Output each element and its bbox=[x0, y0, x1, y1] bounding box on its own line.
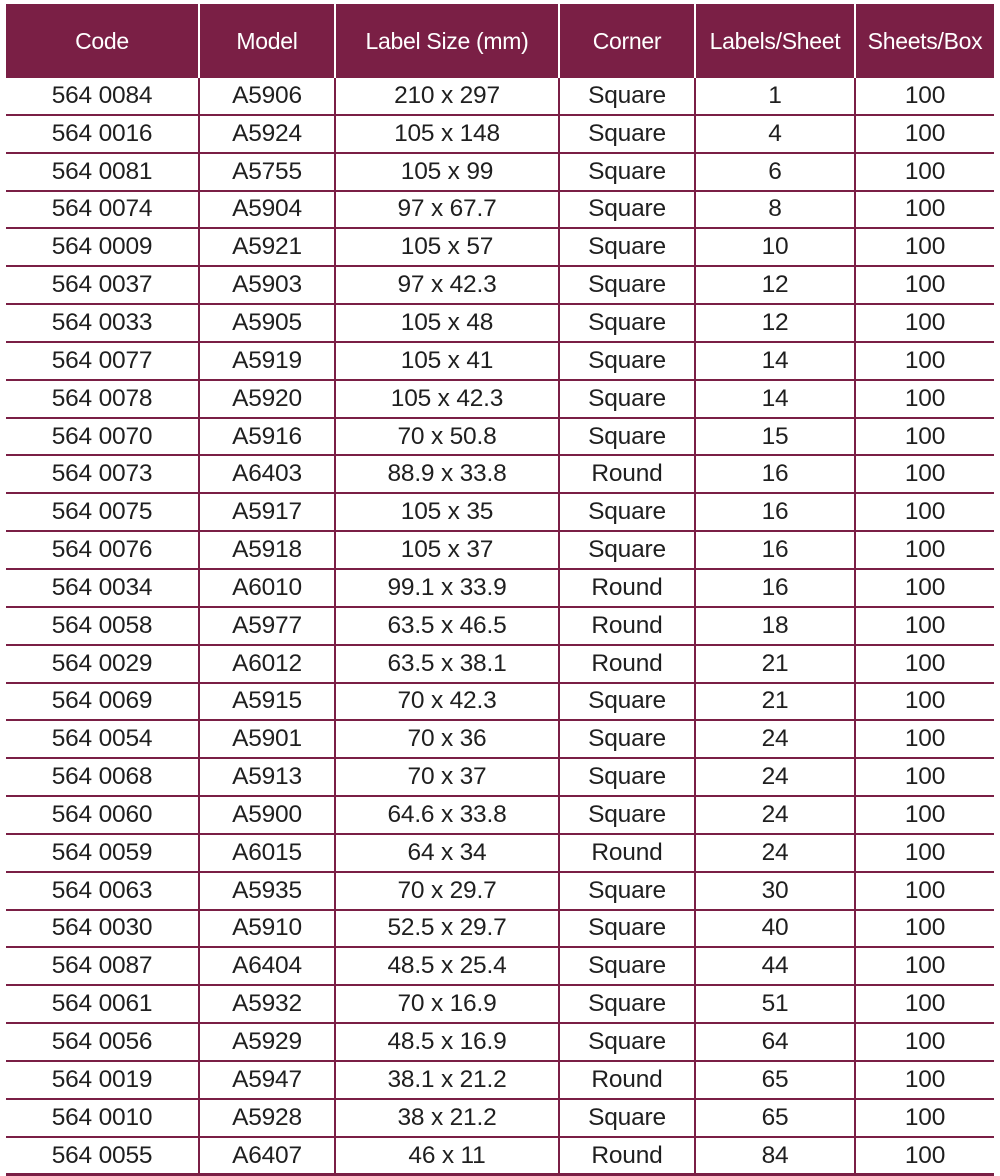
cell-model: A5906 bbox=[199, 78, 335, 115]
table-row bbox=[6, 493, 994, 531]
cell-code: 564 0073 bbox=[6, 455, 199, 493]
cell-corner: Square bbox=[559, 720, 695, 758]
cell-labels-per-sheet: 84 bbox=[695, 1137, 855, 1175]
cell-label-size: 97 x 67.7 bbox=[335, 191, 559, 229]
cell-model: A6404 bbox=[199, 947, 335, 985]
cell-labels-per-sheet: 12 bbox=[695, 304, 855, 342]
table-row bbox=[6, 1137, 994, 1175]
table-row bbox=[6, 1023, 994, 1061]
cell-corner: Round bbox=[559, 607, 695, 645]
cell-label-size: 70 x 29.7 bbox=[335, 872, 559, 910]
cell-code: 564 0037 bbox=[6, 266, 199, 304]
cell-corner: Square bbox=[559, 191, 695, 229]
header-corner: Corner bbox=[559, 4, 695, 78]
cell-model: A5935 bbox=[199, 872, 335, 910]
cell-label-size: 105 x 57 bbox=[335, 228, 559, 266]
cell-labels-per-sheet: 8 bbox=[695, 191, 855, 229]
cell-sheets-per-box: 100 bbox=[855, 1061, 994, 1099]
cell-corner: Square bbox=[559, 1023, 695, 1061]
cell-corner: Round bbox=[559, 1061, 695, 1099]
cell-labels-per-sheet: 44 bbox=[695, 947, 855, 985]
cell-sheets-per-box: 100 bbox=[855, 228, 994, 266]
cell-corner: Square bbox=[559, 493, 695, 531]
table-row bbox=[6, 985, 994, 1023]
cell-corner: Square bbox=[559, 531, 695, 569]
cell-label-size: 52.5 x 29.7 bbox=[335, 910, 559, 948]
cell-labels-per-sheet: 16 bbox=[695, 569, 855, 607]
cell-model: A5932 bbox=[199, 985, 335, 1023]
cell-label-size: 105 x 41 bbox=[335, 342, 559, 380]
table-header bbox=[6, 4, 994, 78]
cell-label-size: 63.5 x 46.5 bbox=[335, 607, 559, 645]
cell-label-size: 99.1 x 33.9 bbox=[335, 569, 559, 607]
cell-sheets-per-box: 100 bbox=[855, 1137, 994, 1175]
cell-sheets-per-box: 100 bbox=[855, 910, 994, 948]
table-row bbox=[6, 947, 994, 985]
table-body bbox=[6, 78, 994, 1175]
cell-model: A5921 bbox=[199, 228, 335, 266]
cell-corner: Round bbox=[559, 834, 695, 872]
cell-code: 564 0009 bbox=[6, 228, 199, 266]
cell-label-size: 105 x 42.3 bbox=[335, 380, 559, 418]
cell-label-size: 70 x 16.9 bbox=[335, 985, 559, 1023]
cell-label-size: 105 x 35 bbox=[335, 493, 559, 531]
cell-sheets-per-box: 100 bbox=[855, 569, 994, 607]
cell-sheets-per-box: 100 bbox=[855, 78, 994, 115]
cell-model: A5903 bbox=[199, 266, 335, 304]
cell-corner: Square bbox=[559, 266, 695, 304]
table-row bbox=[6, 380, 994, 418]
cell-model: A5913 bbox=[199, 758, 335, 796]
cell-code: 564 0061 bbox=[6, 985, 199, 1023]
cell-code: 564 0016 bbox=[6, 115, 199, 153]
cell-corner: Square bbox=[559, 380, 695, 418]
cell-code: 564 0068 bbox=[6, 758, 199, 796]
cell-code: 564 0076 bbox=[6, 531, 199, 569]
cell-corner: Square bbox=[559, 342, 695, 380]
cell-sheets-per-box: 100 bbox=[855, 872, 994, 910]
cell-labels-per-sheet: 21 bbox=[695, 683, 855, 721]
cell-label-size: 70 x 50.8 bbox=[335, 418, 559, 456]
cell-code: 564 0029 bbox=[6, 645, 199, 683]
cell-labels-per-sheet: 30 bbox=[695, 872, 855, 910]
cell-sheets-per-box: 100 bbox=[855, 758, 994, 796]
cell-labels-per-sheet: 6 bbox=[695, 153, 855, 191]
cell-code: 564 0060 bbox=[6, 796, 199, 834]
table-row bbox=[6, 645, 994, 683]
cell-labels-per-sheet: 10 bbox=[695, 228, 855, 266]
cell-model: A5905 bbox=[199, 304, 335, 342]
cell-sheets-per-box: 100 bbox=[855, 531, 994, 569]
cell-corner: Square bbox=[559, 985, 695, 1023]
cell-sheets-per-box: 100 bbox=[855, 645, 994, 683]
cell-model: A5920 bbox=[199, 380, 335, 418]
cell-model: A5900 bbox=[199, 796, 335, 834]
cell-code: 564 0056 bbox=[6, 1023, 199, 1061]
cell-label-size: 70 x 36 bbox=[335, 720, 559, 758]
cell-labels-per-sheet: 4 bbox=[695, 115, 855, 153]
cell-label-size: 105 x 99 bbox=[335, 153, 559, 191]
header-code: Code bbox=[6, 4, 199, 78]
table-row bbox=[6, 191, 994, 229]
cell-code: 564 0019 bbox=[6, 1061, 199, 1099]
cell-labels-per-sheet: 24 bbox=[695, 720, 855, 758]
cell-label-size: 70 x 42.3 bbox=[335, 683, 559, 721]
cell-labels-per-sheet: 16 bbox=[695, 455, 855, 493]
cell-labels-per-sheet: 14 bbox=[695, 380, 855, 418]
cell-model: A5929 bbox=[199, 1023, 335, 1061]
cell-sheets-per-box: 100 bbox=[855, 418, 994, 456]
cell-labels-per-sheet: 24 bbox=[695, 834, 855, 872]
header-label-size: Label Size (mm) bbox=[335, 4, 559, 78]
cell-model: A6012 bbox=[199, 645, 335, 683]
header-model: Model bbox=[199, 4, 335, 78]
table-row bbox=[6, 304, 994, 342]
table-row bbox=[6, 910, 994, 948]
cell-code: 564 0077 bbox=[6, 342, 199, 380]
cell-sheets-per-box: 100 bbox=[855, 834, 994, 872]
cell-sheets-per-box: 100 bbox=[855, 266, 994, 304]
cell-model: A5919 bbox=[199, 342, 335, 380]
cell-model: A5904 bbox=[199, 191, 335, 229]
cell-code: 564 0010 bbox=[6, 1099, 199, 1137]
cell-labels-per-sheet: 51 bbox=[695, 985, 855, 1023]
cell-corner: Round bbox=[559, 569, 695, 607]
cell-label-size: 64.6 x 33.8 bbox=[335, 796, 559, 834]
cell-sheets-per-box: 100 bbox=[855, 493, 994, 531]
cell-labels-per-sheet: 24 bbox=[695, 796, 855, 834]
cell-corner: Round bbox=[559, 645, 695, 683]
cell-labels-per-sheet: 12 bbox=[695, 266, 855, 304]
cell-code: 564 0033 bbox=[6, 304, 199, 342]
cell-code: 564 0063 bbox=[6, 872, 199, 910]
cell-code: 564 0058 bbox=[6, 607, 199, 645]
cell-sheets-per-box: 100 bbox=[855, 1023, 994, 1061]
cell-model: A6403 bbox=[199, 455, 335, 493]
cell-corner: Square bbox=[559, 153, 695, 191]
cell-model: A6010 bbox=[199, 569, 335, 607]
cell-model: A5755 bbox=[199, 153, 335, 191]
cell-labels-per-sheet: 65 bbox=[695, 1099, 855, 1137]
header-row bbox=[6, 4, 994, 78]
table-row bbox=[6, 607, 994, 645]
cell-corner: Square bbox=[559, 758, 695, 796]
cell-corner: Square bbox=[559, 910, 695, 948]
cell-model: A5928 bbox=[199, 1099, 335, 1137]
cell-labels-per-sheet: 40 bbox=[695, 910, 855, 948]
cell-label-size: 46 x 11 bbox=[335, 1137, 559, 1175]
cell-code: 564 0055 bbox=[6, 1137, 199, 1175]
cell-model: A5924 bbox=[199, 115, 335, 153]
table-row bbox=[6, 78, 994, 115]
cell-label-size: 210 x 297 bbox=[335, 78, 559, 115]
table-row bbox=[6, 418, 994, 456]
cell-label-size: 105 x 37 bbox=[335, 531, 559, 569]
cell-code: 564 0069 bbox=[6, 683, 199, 721]
cell-corner: Round bbox=[559, 455, 695, 493]
cell-code: 564 0078 bbox=[6, 380, 199, 418]
cell-corner: Square bbox=[559, 872, 695, 910]
table-row bbox=[6, 531, 994, 569]
cell-label-size: 38 x 21.2 bbox=[335, 1099, 559, 1137]
cell-model: A5916 bbox=[199, 418, 335, 456]
cell-model: A5917 bbox=[199, 493, 335, 531]
cell-corner: Square bbox=[559, 1099, 695, 1137]
cell-corner: Square bbox=[559, 78, 695, 115]
cell-labels-per-sheet: 21 bbox=[695, 645, 855, 683]
table-row bbox=[6, 228, 994, 266]
table-row bbox=[6, 569, 994, 607]
cell-sheets-per-box: 100 bbox=[855, 191, 994, 229]
table-row bbox=[6, 455, 994, 493]
cell-sheets-per-box: 100 bbox=[855, 304, 994, 342]
cell-labels-per-sheet: 16 bbox=[695, 531, 855, 569]
cell-sheets-per-box: 100 bbox=[855, 115, 994, 153]
cell-sheets-per-box: 100 bbox=[855, 947, 994, 985]
header-labels-per-sheet: Labels/Sheet bbox=[695, 4, 855, 78]
table-row bbox=[6, 834, 994, 872]
cell-label-size: 70 x 37 bbox=[335, 758, 559, 796]
cell-label-size: 88.9 x 33.8 bbox=[335, 455, 559, 493]
cell-label-size: 38.1 x 21.2 bbox=[335, 1061, 559, 1099]
cell-sheets-per-box: 100 bbox=[855, 720, 994, 758]
cell-sheets-per-box: 100 bbox=[855, 153, 994, 191]
cell-label-size: 48.5 x 25.4 bbox=[335, 947, 559, 985]
cell-label-size: 97 x 42.3 bbox=[335, 266, 559, 304]
cell-sheets-per-box: 100 bbox=[855, 607, 994, 645]
product-table-container bbox=[6, 4, 994, 1176]
cell-model: A6015 bbox=[199, 834, 335, 872]
cell-code: 564 0075 bbox=[6, 493, 199, 531]
table-row bbox=[6, 872, 994, 910]
cell-model: A6407 bbox=[199, 1137, 335, 1175]
table-row bbox=[6, 796, 994, 834]
cell-label-size: 105 x 48 bbox=[335, 304, 559, 342]
cell-model: A5910 bbox=[199, 910, 335, 948]
cell-sheets-per-box: 100 bbox=[855, 796, 994, 834]
table-row bbox=[6, 720, 994, 758]
cell-code: 564 0074 bbox=[6, 191, 199, 229]
cell-labels-per-sheet: 16 bbox=[695, 493, 855, 531]
cell-corner: Square bbox=[559, 683, 695, 721]
cell-code: 564 0059 bbox=[6, 834, 199, 872]
cell-sheets-per-box: 100 bbox=[855, 455, 994, 493]
table-row bbox=[6, 115, 994, 153]
table-row bbox=[6, 758, 994, 796]
table-row bbox=[6, 683, 994, 721]
cell-labels-per-sheet: 14 bbox=[695, 342, 855, 380]
cell-code: 564 0087 bbox=[6, 947, 199, 985]
cell-corner: Square bbox=[559, 796, 695, 834]
cell-code: 564 0084 bbox=[6, 78, 199, 115]
cell-code: 564 0054 bbox=[6, 720, 199, 758]
table-row bbox=[6, 153, 994, 191]
table-row bbox=[6, 266, 994, 304]
cell-code: 564 0070 bbox=[6, 418, 199, 456]
cell-label-size: 64 x 34 bbox=[335, 834, 559, 872]
cell-label-size: 105 x 148 bbox=[335, 115, 559, 153]
cell-model: A5915 bbox=[199, 683, 335, 721]
cell-corner: Square bbox=[559, 947, 695, 985]
cell-labels-per-sheet: 64 bbox=[695, 1023, 855, 1061]
cell-sheets-per-box: 100 bbox=[855, 985, 994, 1023]
cell-corner: Square bbox=[559, 228, 695, 266]
cell-label-size: 63.5 x 38.1 bbox=[335, 645, 559, 683]
cell-corner: Square bbox=[559, 418, 695, 456]
cell-labels-per-sheet: 18 bbox=[695, 607, 855, 645]
cell-model: A5901 bbox=[199, 720, 335, 758]
cell-model: A5947 bbox=[199, 1061, 335, 1099]
table-row bbox=[6, 1061, 994, 1099]
cell-labels-per-sheet: 1 bbox=[695, 78, 855, 115]
cell-code: 564 0081 bbox=[6, 153, 199, 191]
cell-model: A5977 bbox=[199, 607, 335, 645]
label-product-table bbox=[6, 4, 994, 1176]
cell-sheets-per-box: 100 bbox=[855, 342, 994, 380]
cell-corner: Square bbox=[559, 115, 695, 153]
table-row bbox=[6, 342, 994, 380]
cell-sheets-per-box: 100 bbox=[855, 1099, 994, 1137]
cell-labels-per-sheet: 15 bbox=[695, 418, 855, 456]
cell-sheets-per-box: 100 bbox=[855, 683, 994, 721]
cell-corner: Round bbox=[559, 1137, 695, 1175]
cell-labels-per-sheet: 24 bbox=[695, 758, 855, 796]
cell-labels-per-sheet: 65 bbox=[695, 1061, 855, 1099]
cell-code: 564 0034 bbox=[6, 569, 199, 607]
header-sheets-per-box: Sheets/Box bbox=[855, 4, 994, 78]
cell-model: A5918 bbox=[199, 531, 335, 569]
cell-code: 564 0030 bbox=[6, 910, 199, 948]
cell-label-size: 48.5 x 16.9 bbox=[335, 1023, 559, 1061]
cell-corner: Square bbox=[559, 304, 695, 342]
cell-sheets-per-box: 100 bbox=[855, 380, 994, 418]
table-row bbox=[6, 1099, 994, 1137]
